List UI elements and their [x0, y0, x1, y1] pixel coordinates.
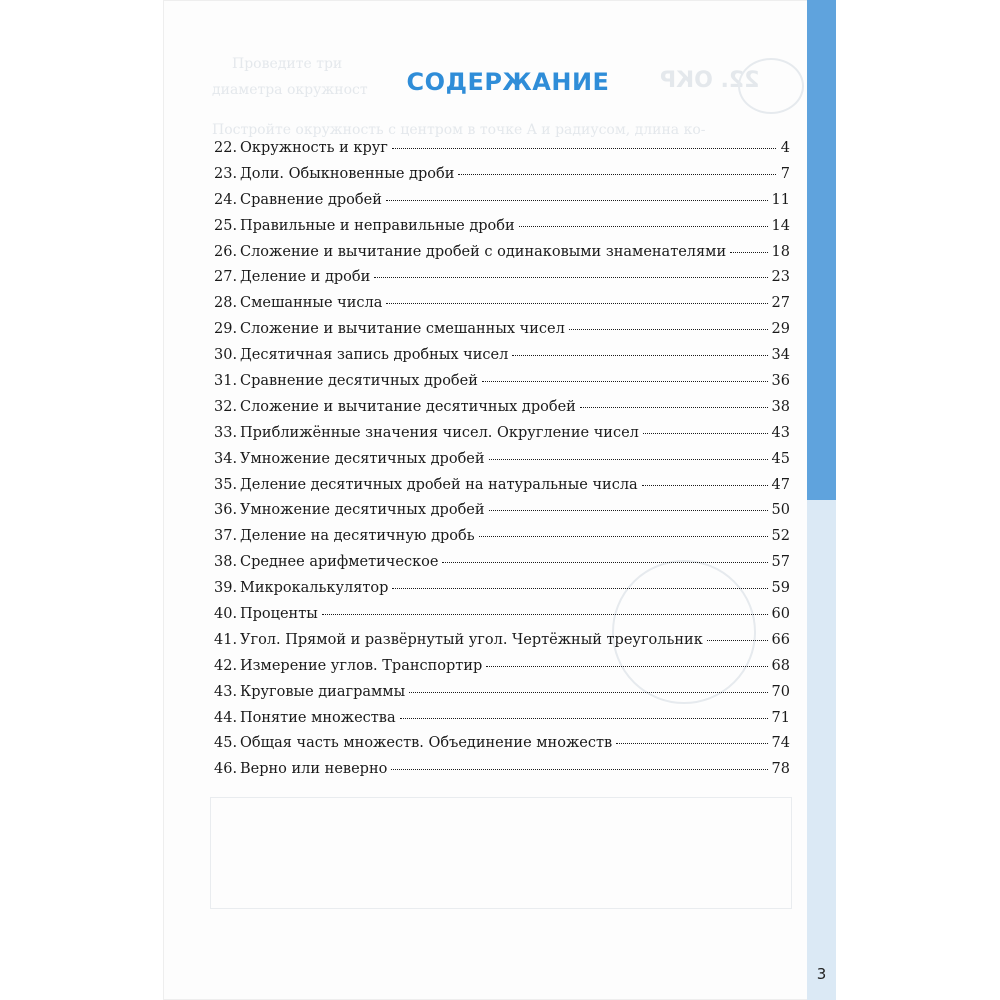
show-through-table — [210, 797, 792, 909]
toc-entry-number: 43. — [214, 683, 238, 700]
toc-entry-title: Десятичная запись дробных чисел — [240, 347, 509, 364]
toc-entry[interactable] — [214, 425, 790, 451]
toc-entry-number: 37. — [214, 528, 238, 545]
toc-entry-page: 36 — [771, 373, 790, 390]
show-through-heading: 22. ОКР — [660, 68, 760, 93]
toc-entry[interactable] — [214, 477, 790, 503]
toc-entry-page: 52 — [771, 528, 790, 545]
toc-dot-leader — [391, 769, 767, 770]
toc-entry-title: Умножение десятичных дробей — [240, 450, 485, 467]
toc-entry-page: 38 — [771, 398, 790, 415]
toc-entry-title: Сложение и вычитание смешанных чисел — [240, 321, 565, 338]
toc-entry-page: 4 — [780, 140, 790, 156]
toc-entry-number: 30. — [214, 347, 238, 364]
toc-entry-title: Деление и дроби — [240, 269, 371, 286]
toc-entry[interactable] — [214, 218, 790, 244]
toc-dot-leader — [642, 485, 768, 486]
toc-entry-page: 27 — [771, 295, 790, 312]
toc-entry[interactable] — [214, 295, 790, 321]
toc-dot-leader — [512, 355, 767, 356]
toc-dot-leader — [442, 562, 767, 563]
toc-entry-title: Понятие множества — [240, 709, 396, 726]
toc-entry-number: 33. — [214, 424, 238, 441]
toc-entry[interactable] — [214, 399, 790, 425]
toc-entry-title: Умножение десятичных дробей — [240, 502, 485, 519]
toc-entry[interactable] — [214, 373, 790, 399]
toc-entry[interactable] — [214, 244, 790, 270]
toc-entry[interactable] — [214, 269, 790, 295]
toc-dot-leader — [386, 303, 767, 304]
toc-dot-leader — [486, 666, 767, 667]
toc-dot-leader — [409, 692, 767, 693]
toc-dot-leader — [400, 718, 768, 719]
toc-dot-leader — [322, 614, 768, 615]
toc-entry-title: Доли. Обыкновенные дроби — [240, 165, 455, 182]
toc-entry-page: 68 — [771, 657, 790, 674]
toc-entry[interactable] — [214, 606, 790, 632]
toc-entry-page: 43 — [771, 424, 790, 441]
toc-entry-title: Угол. Прямой и развёрнутый угол. Чертёжный треугольник — [240, 631, 703, 648]
toc-entry[interactable] — [214, 321, 790, 347]
toc-dot-leader — [519, 226, 768, 227]
toc-entry-page: 59 — [771, 580, 790, 597]
toc-entry-page: 45 — [771, 450, 790, 467]
toc-entry-page: 78 — [771, 761, 790, 778]
toc-dot-leader — [392, 588, 767, 589]
toc-entry-number: 28. — [214, 295, 238, 312]
toc-entry[interactable] — [214, 684, 790, 710]
toc-entry-title: Сложение и вычитание десятичных дробей — [240, 398, 576, 415]
toc-entry-number: 24. — [214, 191, 238, 208]
toc-entry-number: 31. — [214, 373, 238, 390]
toc-entry-page: 50 — [771, 502, 790, 519]
toc-entry-title: Круговые диаграммы — [240, 683, 406, 700]
toc-entry-title: Сложение и вычитание дробей с одинаковыми знаменателями — [240, 243, 727, 260]
toc-entry-number: 42. — [214, 657, 238, 674]
toc-entry-number: 34. — [214, 450, 238, 467]
toc-entry[interactable] — [214, 554, 790, 580]
toc-entry-title: Правильные и неправильные дроби — [240, 217, 515, 234]
toc-entry-page: 7 — [780, 165, 790, 182]
toc-entry-number: 45. — [214, 735, 238, 752]
toc-entry-title: Измерение углов. Транспортир — [240, 657, 483, 674]
toc-entry-title: Сравнение дробей — [240, 191, 382, 208]
toc-dot-leader — [707, 640, 768, 641]
toc-dot-leader — [458, 174, 776, 175]
toc-dot-leader — [489, 459, 768, 460]
toc-dot-leader — [482, 381, 768, 382]
table-of-contents — [214, 140, 790, 787]
show-through-line: диаметра окружност — [212, 82, 368, 98]
toc-entry[interactable] — [214, 658, 790, 684]
toc-entry[interactable] — [214, 632, 790, 658]
toc-entry-page: 47 — [771, 476, 790, 493]
toc-entry-page: 34 — [771, 347, 790, 364]
toc-entry-title: Деление десятичных дробей на натуральные числа — [240, 476, 638, 493]
toc-entry-title: Окружность и круг — [240, 140, 388, 156]
side-color-band-lower — [807, 500, 836, 1000]
page-number: 3 — [816, 965, 827, 983]
toc-entry-page: 74 — [771, 735, 790, 752]
toc-entry[interactable] — [214, 761, 790, 787]
toc-entry-title: Сравнение десятичных дробей — [240, 373, 478, 390]
toc-entry-number: 29. — [214, 321, 238, 338]
toc-dot-leader — [392, 148, 776, 149]
toc-entry-title: Приближённые значения чисел. Округление чисел — [240, 424, 639, 441]
toc-entry-title: Микрокалькулятор — [240, 580, 389, 597]
toc-entry-number: 41. — [214, 631, 238, 648]
toc-entry[interactable] — [214, 166, 790, 192]
toc-entry-title: Смешанные числа — [240, 295, 383, 312]
toc-entry-page: 23 — [771, 269, 790, 286]
toc-entry[interactable] — [214, 580, 790, 606]
toc-entry-title: Проценты — [240, 606, 318, 623]
toc-entry[interactable] — [214, 528, 790, 554]
toc-entry-page: 11 — [771, 191, 790, 208]
toc-entry-number: 40. — [214, 606, 238, 623]
toc-entry-page: 70 — [771, 683, 790, 700]
toc-entry-number: 38. — [214, 554, 238, 571]
toc-entry-number: 32. — [214, 398, 238, 415]
toc-entry-number: 36. — [214, 502, 238, 519]
toc-entry-number: 46. — [214, 761, 238, 778]
toc-dot-leader — [730, 252, 767, 253]
toc-dot-leader — [616, 743, 767, 744]
show-through-logo-icon — [738, 58, 804, 114]
toc-entry[interactable] — [214, 735, 790, 761]
toc-entry-page: 66 — [771, 631, 790, 648]
toc-entry-number: 23. — [214, 165, 238, 182]
show-through-line: Постройте окружность с центром в точке A и радиусом, длина ко- — [212, 122, 706, 138]
toc-dot-leader — [643, 433, 768, 434]
toc-entry-page: 60 — [771, 606, 790, 623]
toc-entry[interactable] — [214, 502, 790, 528]
toc-entry-number: 26. — [214, 243, 238, 260]
toc-entry-page: 71 — [771, 709, 790, 726]
toc-entry-title: Деление на десятичную дробь — [240, 528, 475, 545]
toc-entry-number: 22. — [214, 140, 238, 156]
toc-entry-number: 44. — [214, 709, 238, 726]
toc-entry-number: 25. — [214, 217, 238, 234]
toc-entry-page: 14 — [771, 217, 790, 234]
toc-entry-page: 29 — [771, 321, 790, 338]
toc-entry-page: 18 — [771, 243, 790, 260]
page-title: СОДЕРЖАНИЕ — [403, 63, 613, 101]
toc-entry-title: Верно или неверно — [240, 761, 388, 778]
toc-dot-leader — [386, 200, 768, 201]
toc-dot-leader — [479, 536, 768, 537]
toc-entry[interactable] — [214, 192, 790, 218]
toc-entry[interactable] — [214, 347, 790, 373]
toc-entry-number: 27. — [214, 269, 238, 286]
toc-entry-title: Среднее арифметическое — [240, 554, 439, 571]
toc-entry-page: 57 — [771, 554, 790, 571]
toc-dot-leader — [374, 277, 767, 278]
toc-entry-number: 39. — [214, 580, 238, 597]
toc-entry-title: Общая часть множеств. Объединение множеств — [240, 735, 613, 752]
toc-dot-leader — [489, 510, 768, 511]
show-through-line: Проведите три — [232, 56, 343, 72]
toc-dot-leader — [569, 329, 768, 330]
toc-entry[interactable] — [214, 710, 790, 736]
toc-entry-number: 35. — [214, 476, 238, 493]
toc-entry[interactable] — [214, 140, 790, 166]
toc-entry[interactable] — [214, 451, 790, 477]
toc-dot-leader — [580, 407, 768, 408]
